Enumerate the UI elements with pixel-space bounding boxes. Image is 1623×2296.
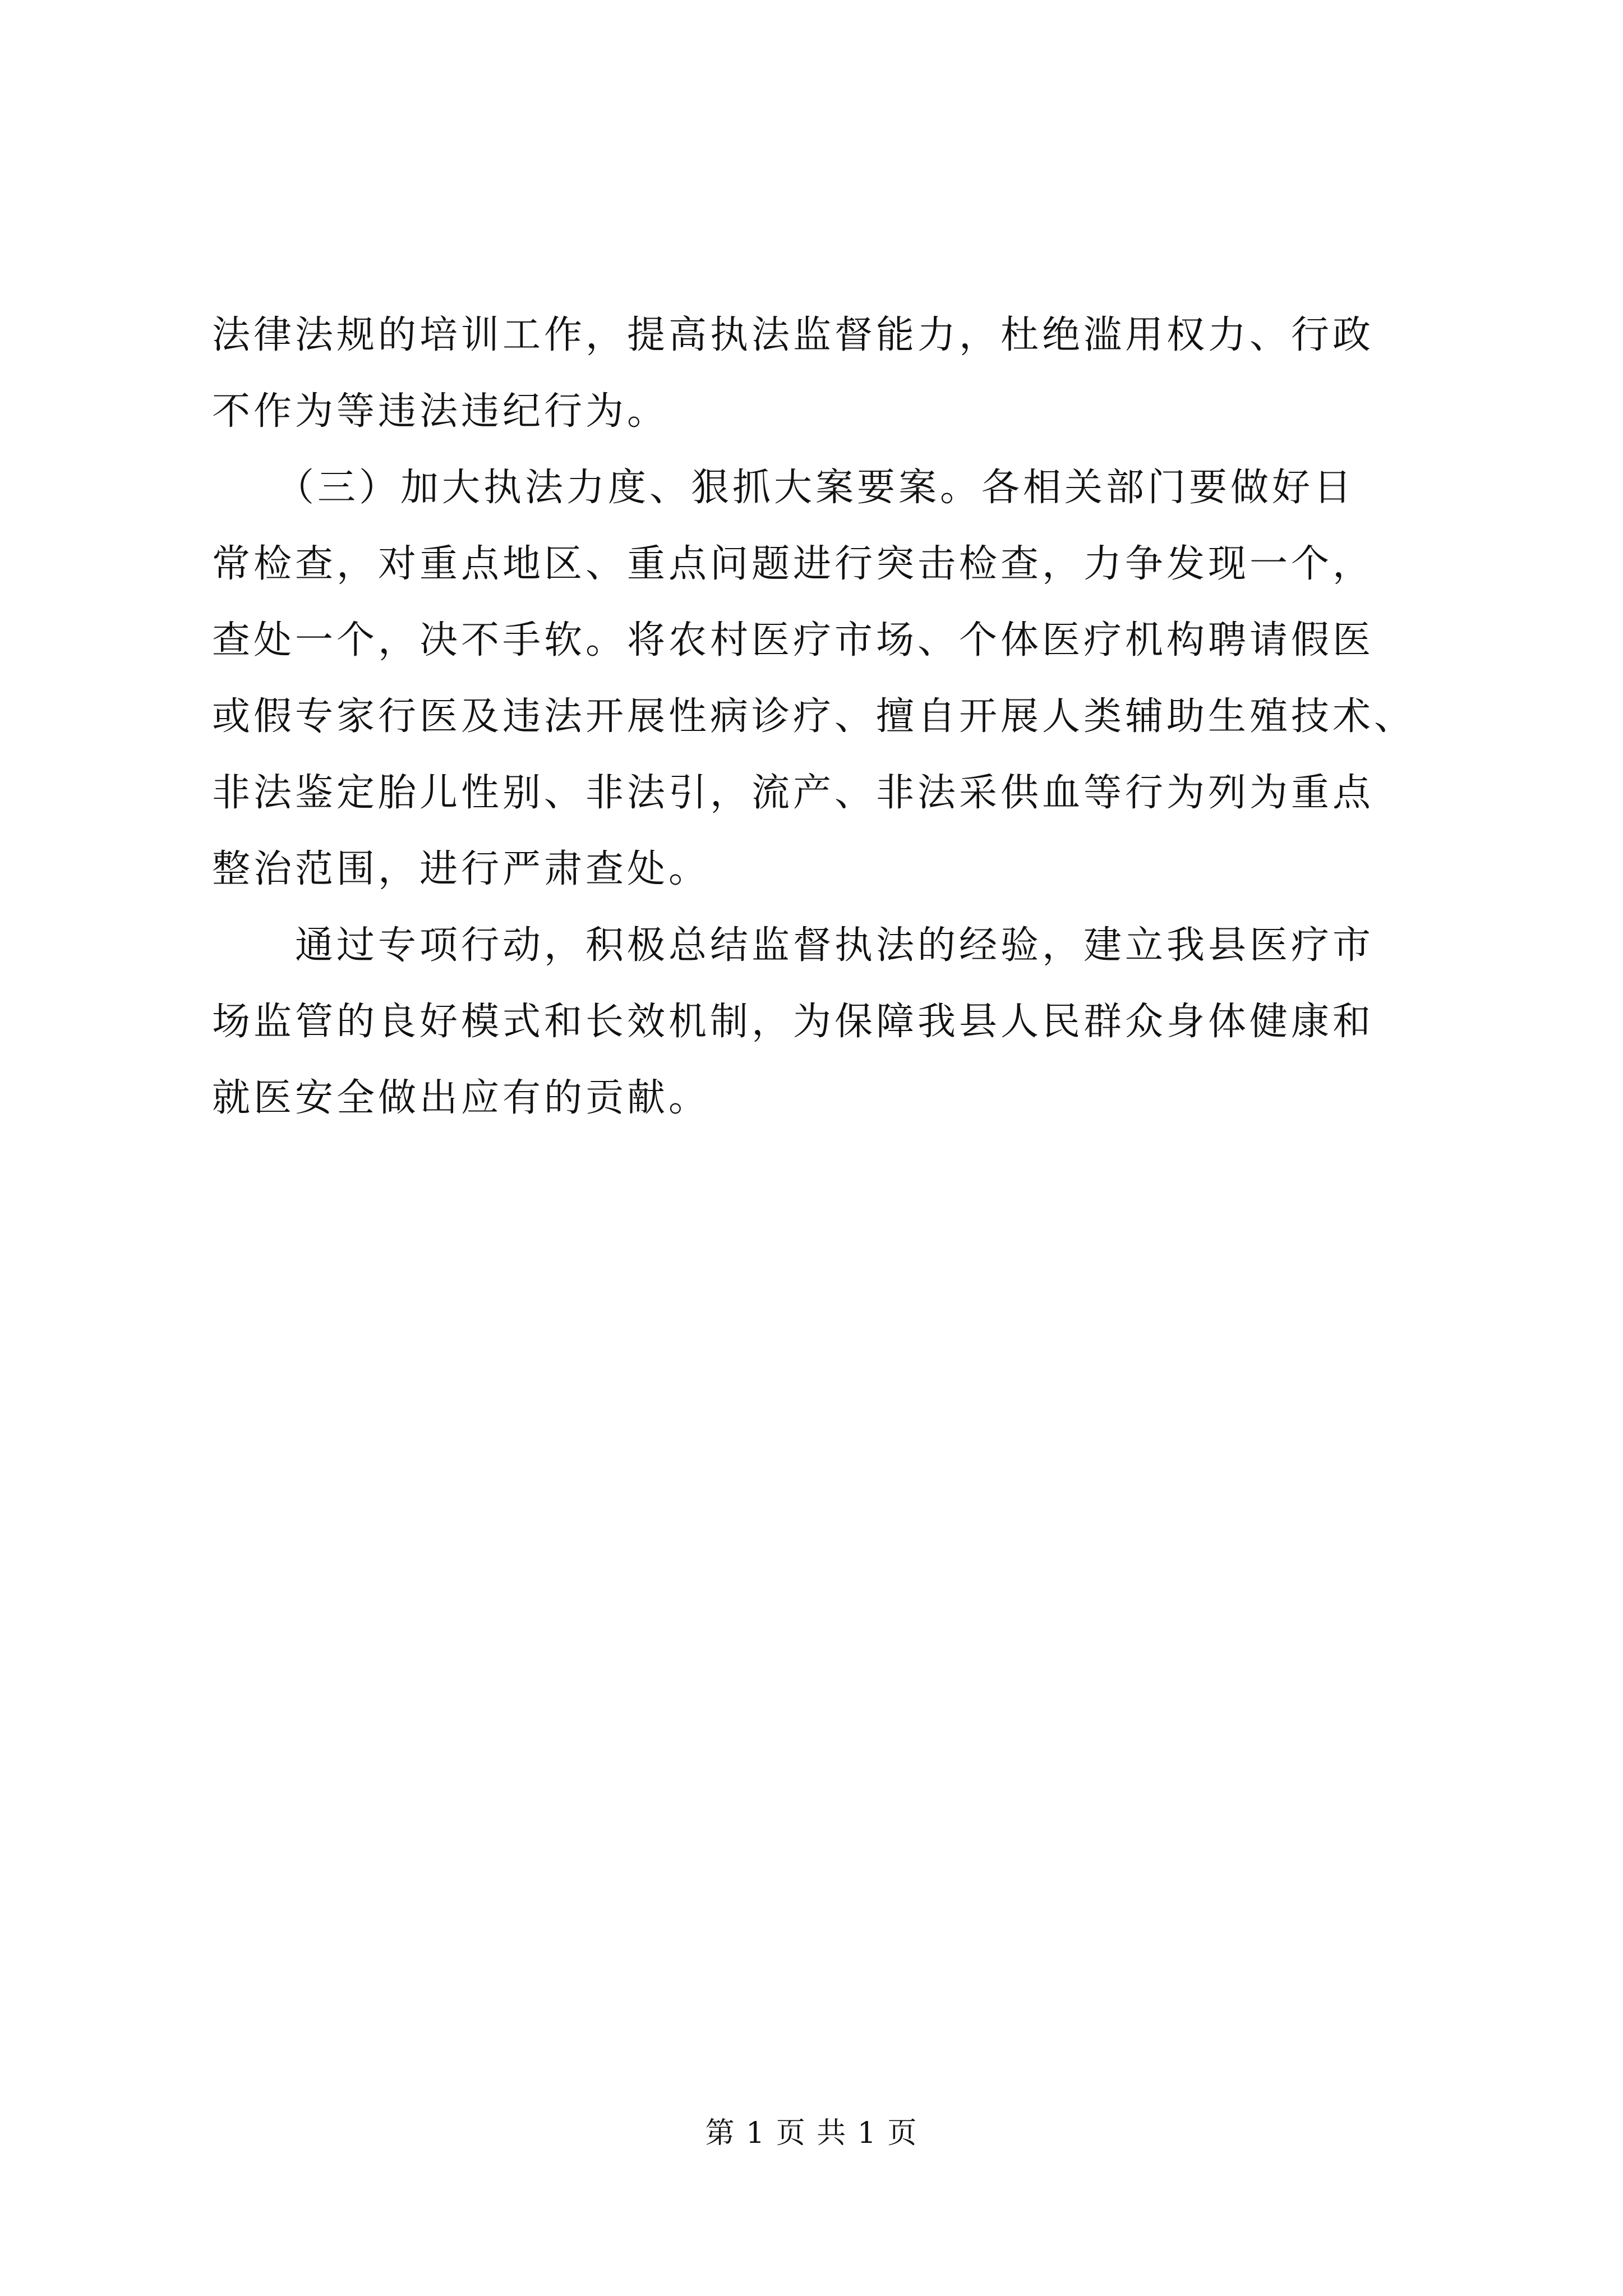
body-line: 就医安全做出应有的贡献。 [212, 1076, 711, 1120]
page-footer [0, 2109, 1623, 2151]
body-line: 法律法规的培训工作，提高执法监督能力，杜绝滥用权力、行政 [212, 313, 1375, 357]
body-line: （三）加大执法力度、狠抓大案要案。各相关部门要做好日 [212, 466, 1355, 510]
body-line: 或假专家行医及违法开展性病诊疗、擅自开展人类辅助生殖技术、 [212, 694, 1416, 739]
body-line: 整治范围，进行严肃查处。 [212, 847, 711, 891]
body-line: 查处一个，决不手软。将农村医疗市场、个体医疗机构聘请假医 [212, 618, 1375, 662]
body-line: 常检查，对重点地区、重点问题进行突击检查，力争发现一个， [212, 542, 1375, 586]
body-line: 场监管的良好模式和长效机制，为保障我县人民群众身体健康和 [212, 1000, 1375, 1044]
body-line: 非法鉴定胎儿性别、非法引，流产、非法采供血等行为列为重点 [212, 771, 1375, 815]
body-line: 不作为等违法违纪行为。 [212, 389, 669, 434]
page-number: 第 1 页 共 1 页 [705, 2116, 918, 2150]
body-line: 通过专项行动，积极总结监督执法的经验，建立我县医疗市 [212, 923, 1375, 968]
document-body [212, 297, 1418, 1137]
